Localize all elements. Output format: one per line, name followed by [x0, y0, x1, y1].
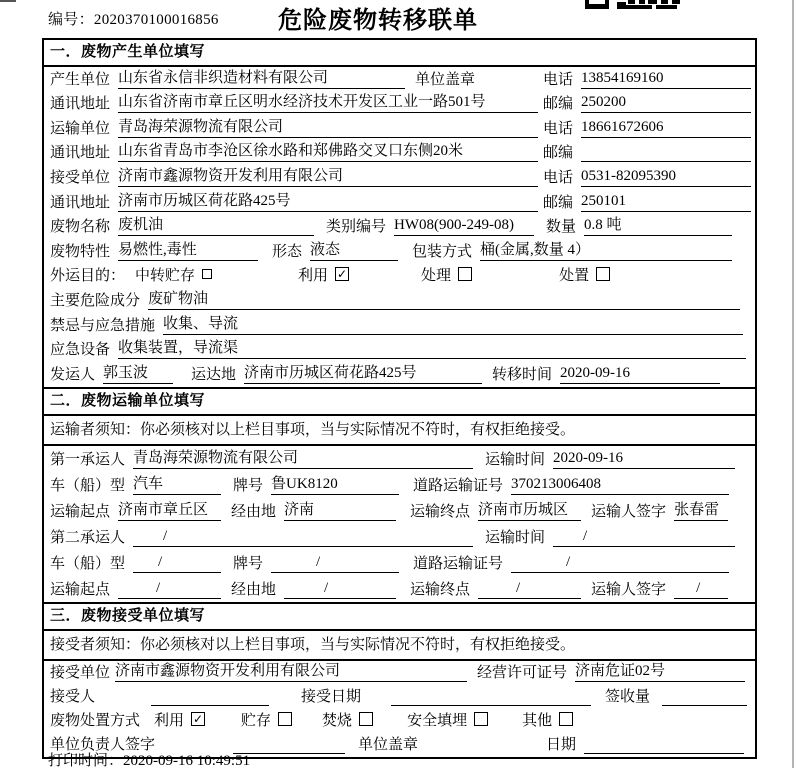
field-value: 2020-09-16 [560, 364, 720, 384]
field-value: 青岛海荣源物流有限公司 [118, 118, 538, 138]
checkbox-item [522, 709, 573, 730]
section-3-title: 三．废物接受单位填写 [44, 602, 755, 631]
field-label: 车（船）型 [50, 555, 126, 572]
field-label: 邮编 [542, 145, 573, 162]
form-row [44, 709, 755, 733]
form-row [44, 288, 755, 313]
field-value: 2020-09-16 [553, 449, 735, 469]
checkbox-label: 中转贮存 [135, 268, 196, 285]
field-value: 370213006408 [511, 475, 729, 495]
checkbox-item [241, 709, 292, 730]
field-label: 电话 [542, 71, 573, 88]
field-label: 转移时间 [492, 366, 553, 383]
field-value: 桶(金属,数量 4） [480, 241, 732, 261]
field-value: / [674, 579, 728, 599]
field-value: / [133, 553, 221, 573]
serial-value: 2020370100016856 [93, 12, 219, 28]
field-label: 牌号 [233, 477, 264, 494]
field-label: 通讯地址 [50, 96, 111, 113]
field-label: 运输单位 [50, 120, 111, 137]
field-label: 签收量 [605, 689, 651, 706]
form-row [44, 92, 755, 117]
field-value: / [284, 579, 396, 599]
form-row [44, 550, 755, 576]
field-value: 济南市历城区荷花路425号 [244, 364, 482, 384]
field-label: 运输终点 [410, 581, 471, 598]
checkbox-unchecked-icon [458, 267, 472, 281]
field-value: 济南市鑫源物资开发利用有限公司 [115, 662, 467, 682]
checkbox-label: 贮存 [241, 713, 272, 730]
checkbox-item [421, 264, 472, 285]
form-row [44, 264, 755, 289]
field-value: / [478, 579, 581, 599]
field-value: / [118, 579, 221, 599]
field-value: 山东省济南市章丘区明水经济技术开发区工业一路501号 [118, 93, 538, 113]
checkbox-label: 利用 [298, 268, 329, 285]
field-value: 250200 [581, 93, 751, 113]
field-label: 经由地 [231, 581, 277, 598]
checkbox-item [407, 709, 488, 730]
form-row [44, 576, 755, 602]
field-value: 山东省永信非织造材料有限公司 [118, 69, 405, 89]
field-value [391, 687, 591, 706]
form-title: 危险废物转移联单 [278, 8, 478, 34]
field-value: / [553, 527, 735, 547]
field-value [151, 687, 269, 706]
form-table [42, 38, 757, 759]
form-row [44, 215, 755, 240]
field-label: 日期 [546, 737, 577, 754]
field-label: 外运目的： [50, 268, 126, 285]
field-value: 废矿物油 [148, 290, 740, 310]
form-row [44, 313, 755, 338]
section-2-notice: 运输者须知：你必须核对以上栏目事项，当与实际情况不符时，有权拒绝接受。 [44, 416, 755, 446]
field-label: 数量 [546, 219, 577, 236]
field-value [662, 687, 747, 706]
form-row [44, 661, 755, 685]
section-3-notice: 接受者须知：你必须核对以上栏目事项，当与实际情况不符时，有权拒绝接受。 [44, 631, 755, 661]
field-label: 发运人 [50, 366, 96, 383]
field-label: 第二承运人 [50, 529, 126, 546]
field-value: 济南市鑫源物资开发利用有限公司 [118, 167, 538, 187]
field-label: 包装方式 [412, 243, 473, 260]
form-row [44, 524, 755, 550]
field-label: 运输起点 [50, 503, 111, 520]
field-value: 液态 [310, 241, 398, 261]
checkbox-unchecked-icon [474, 712, 488, 726]
field-label: 经营许可证号 [477, 664, 568, 681]
field-label: 接受单位 [50, 664, 111, 681]
section-2-title: 二．废物运输单位填写 [44, 387, 755, 416]
form-row [44, 472, 755, 498]
field-value: / [511, 553, 729, 573]
print-time-value: 2020-09-16 10:49:51 [123, 753, 251, 769]
field-value: 济南市历城区 [478, 501, 581, 521]
field-label: 废物处置方式 [50, 713, 141, 730]
field-value: 郭玉波 [103, 364, 173, 384]
field-value: 张春雷 [674, 501, 728, 521]
field-label: 单位负责人签字 [50, 737, 156, 754]
checkbox-item [559, 264, 610, 285]
section-1-title: 一．废物产生单位填写 [44, 40, 755, 67]
form-row [44, 338, 755, 363]
field-value [584, 735, 744, 754]
field-label: 运达地 [191, 366, 237, 383]
form-row [44, 446, 755, 472]
checkbox-checked-icon: ✓ [193, 711, 204, 726]
checkbox-item [154, 709, 205, 730]
field-value: 汽车 [133, 475, 221, 495]
field-label: 形态 [272, 243, 303, 260]
field-label: 接受单位 [50, 169, 111, 186]
form-row [44, 67, 755, 92]
field-label: 电话 [542, 169, 573, 186]
field-label: 通讯地址 [50, 194, 111, 211]
checkbox-label: 处置 [559, 268, 590, 285]
field-value: 济南 [284, 501, 396, 521]
checkbox-unchecked-icon [202, 269, 212, 279]
checkbox-unchecked-icon [359, 712, 373, 726]
field-value: 青岛海荣源物流有限公司 [133, 449, 473, 469]
page-right-edge [792, 0, 794, 768]
field-label: 主要危险成分 [50, 292, 141, 309]
field-value [581, 143, 751, 162]
field-label: 车（船）型 [50, 477, 126, 494]
field-label: 电话 [542, 120, 573, 137]
field-value: HW08(900-249-08) [394, 216, 534, 236]
form-row [44, 362, 755, 387]
field-label: 运输人签字 [591, 503, 667, 520]
field-label: 道路运输证号 [413, 555, 504, 572]
field-label: 应急设备 [50, 342, 111, 359]
checkbox-label: 安全填埋 [407, 713, 468, 730]
print-time-label: 打印时间： [48, 753, 124, 769]
field-label: 单位盖章 [415, 71, 476, 88]
checkbox-unchecked-icon [596, 267, 610, 281]
field-label: 类别编号 [326, 219, 387, 236]
field-value: / [271, 553, 399, 573]
form-row [44, 498, 755, 524]
field-label: 运输人签字 [591, 581, 667, 598]
field-value: 13854169160 [581, 69, 751, 89]
field-label: 运输时间 [485, 529, 546, 546]
field-label: 通讯地址 [50, 145, 111, 162]
form-row [44, 165, 755, 190]
checkbox-item [322, 709, 373, 730]
field-value: 0.8 吨 [584, 216, 732, 236]
checkbox-label: 其他 [522, 713, 553, 730]
field-value: 收集、导流 [163, 315, 743, 335]
field-value: 废机油 [118, 216, 314, 236]
form-row [44, 239, 755, 264]
field-label: 禁忌与应急措施 [50, 317, 156, 334]
field-label: 运输起点 [50, 581, 111, 598]
form-row [44, 190, 755, 215]
field-value: 收集装置，导流渠 [118, 339, 746, 359]
field-label: 邮编 [542, 96, 573, 113]
field-label: 运输时间 [485, 451, 546, 468]
field-label: 废物名称 [50, 219, 111, 236]
form-row [44, 141, 755, 166]
checkbox-item [298, 264, 349, 285]
serial-label: 编号： [48, 12, 94, 28]
field-label: 接受日期 [301, 689, 362, 706]
field-label: 单位盖章 [358, 737, 419, 754]
field-value: / [133, 527, 473, 547]
field-label: 道路运输证号 [413, 477, 504, 494]
field-value: 250101 [581, 192, 751, 212]
checkbox-unchecked-icon [559, 712, 573, 726]
field-label: 产生单位 [50, 71, 111, 88]
checkbox-label: 利用 [154, 713, 185, 730]
field-value: 济南市章丘区 [118, 501, 221, 521]
field-label: 经由地 [231, 503, 277, 520]
field-value: 0531-82095390 [581, 167, 751, 187]
field-value: 18661672606 [581, 118, 751, 138]
field-value: 易燃性,毒性 [118, 241, 258, 261]
field-label: 第一承运人 [50, 451, 126, 468]
field-value: 鲁UK8120 [271, 475, 399, 495]
field-label: 运输终点 [410, 503, 471, 520]
form-row [44, 116, 755, 141]
field-value: 济南市历城区荷花路425号 [118, 192, 538, 212]
form-row [44, 685, 755, 709]
field-label: 废物特性 [50, 243, 111, 260]
checkbox-label: 焚烧 [322, 713, 353, 730]
field-label: 牌号 [233, 555, 264, 572]
field-label: 接受人 [50, 689, 96, 706]
checkbox-item [135, 264, 212, 285]
print-time [48, 749, 250, 770]
checkbox-checked-icon: ✓ [337, 266, 348, 281]
checkbox-label: 处理 [421, 268, 452, 285]
field-value: 济南危证02号 [575, 662, 745, 682]
checkbox-unchecked-icon [278, 712, 292, 726]
field-value: 山东省青岛市李沧区徐水路和郑佛路交叉口东侧20米 [118, 142, 538, 162]
field-label: 邮编 [542, 194, 573, 211]
